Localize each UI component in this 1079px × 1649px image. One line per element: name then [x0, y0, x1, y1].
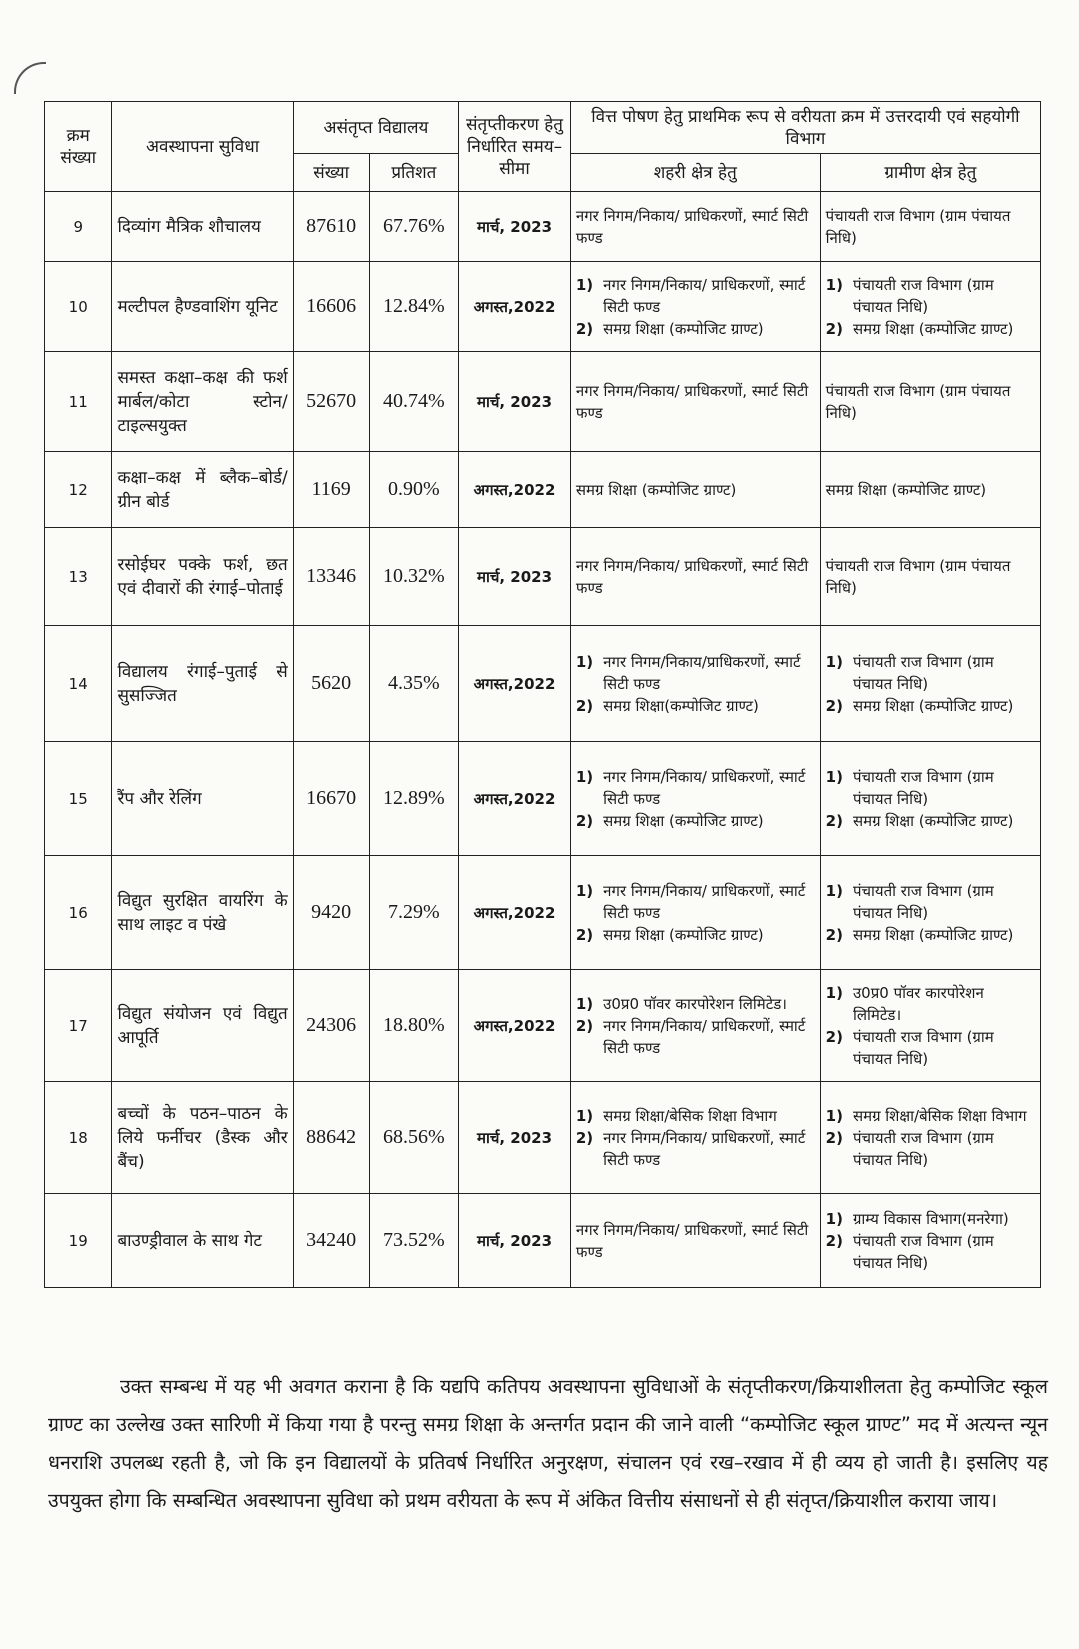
row-facility: समस्त कक्षा–कक्ष की फर्श मार्बल/कोटा स्टोन/टाइल्सयुक्त: [112, 352, 293, 452]
dept-item-text: समग्र शिक्षा (कम्पोजिट ग्राण्ट): [852, 811, 1014, 830]
dept-item-text: नगर निगम/निकाय/ प्राधिकरणों, स्मार्ट सिटी फण्ड: [575, 381, 809, 422]
row-facility: विद्युत सुरक्षित वायरिंग के साथ लाइट व पंखे: [112, 856, 293, 970]
urban-dept-list: [576, 555, 815, 599]
dept-item: [826, 982, 1035, 1026]
row-urban-dept: [570, 970, 820, 1082]
dept-item: [576, 205, 815, 249]
dept-item-text: पंचायती राज विभाग (ग्राम पंचायत निधि): [825, 206, 1011, 247]
row-facility: रसोईघर पक्के फर्श, छत एवं दीवारों की रंगाई–पोताई: [112, 528, 293, 626]
header-rural: ग्रामीण क्षेत्र हेतु: [820, 154, 1040, 192]
row-facility: कक्षा–कक्ष में ब्लैक–बोर्ड/ग्रीन बोर्ड: [112, 452, 293, 528]
rural-dept-list: [826, 1105, 1035, 1171]
dept-item-text: नगर निगम/निकाय/ प्राधिकरणों, स्मार्ट सिटी फण्ड: [575, 1220, 809, 1261]
dept-item: [576, 695, 815, 717]
row-urban-dept: [570, 856, 820, 970]
row-deadline: मार्च, 2023: [459, 352, 571, 452]
rural-dept-list: [826, 479, 1035, 501]
dept-item: [576, 1219, 815, 1263]
row-count: 24306: [293, 970, 369, 1082]
row-percent: 12.84%: [369, 262, 459, 352]
dept-item-number: 2): [825, 1027, 843, 1046]
table-row: [45, 192, 1041, 262]
dept-item-number: 2): [575, 925, 594, 944]
dept-item: [826, 555, 1035, 599]
row-sno: 19: [45, 1194, 112, 1288]
row-count: 13346: [293, 528, 369, 626]
dept-item: [826, 205, 1035, 249]
row-deadline: मार्च, 2023: [459, 1082, 571, 1194]
dept-item-number: 2): [825, 811, 843, 830]
row-count: 52670: [293, 352, 369, 452]
dept-item: [576, 555, 815, 599]
row-facility: विद्युत संयोजन एवं विद्युत आपूर्ति: [112, 970, 293, 1082]
dept-item: [826, 695, 1035, 717]
dept-item-text: पंचायती राज विभाग (ग्राम पंचायत निधि): [852, 881, 994, 922]
table-row: [45, 626, 1041, 742]
dept-item: [826, 1105, 1035, 1127]
row-sno: 16: [45, 856, 112, 970]
row-urban-dept: [570, 452, 820, 528]
row-percent: 7.29%: [369, 856, 459, 970]
header-finance: वित्त पोषण हेतु प्राथमिक रूप से वरीयता क्रम में उत्तरदायी एवं सहयोगी विभाग: [570, 102, 1040, 154]
row-count: 16606: [293, 262, 369, 352]
urban-dept-list: [576, 993, 815, 1059]
dept-item: [826, 880, 1035, 924]
header-percent: प्रतिशत: [369, 154, 459, 192]
dept-item-text: नगर निगम/निकाय/ प्राधिकरणों, स्मार्ट सिटी फण्ड: [603, 767, 806, 808]
dept-item-text: पंचायती राज विभाग (ग्राम पंचायत निधि): [852, 1231, 994, 1272]
dept-item-text: समग्र शिक्षा (कम्पोजिट ग्राण्ट): [825, 480, 987, 499]
row-facility: मल्टीपल हैण्डवाशिंग यूनिट: [112, 262, 293, 352]
table-row: [45, 352, 1041, 452]
dept-item: [826, 479, 1035, 501]
dept-item-number: 1): [825, 652, 843, 671]
header-facility: अवस्थापना सुविधा: [112, 102, 293, 192]
row-count: 16670: [293, 742, 369, 856]
dept-item-text: नगर निगम/निकाय/ प्राधिकरणों, स्मार्ट सिटी फण्ड: [603, 1016, 806, 1057]
row-deadline: अगस्त,2022: [459, 856, 571, 970]
row-deadline: अगस्त,2022: [459, 452, 571, 528]
dept-item-text: पंचायती राज विभाग (ग्राम पंचायत निधि): [852, 1027, 994, 1068]
row-urban-dept: [570, 352, 820, 452]
dept-item: [576, 993, 815, 1015]
row-rural-dept: [820, 856, 1040, 970]
dept-item-number: 2): [575, 811, 594, 830]
row-urban-dept: [570, 192, 820, 262]
row-urban-dept: [570, 262, 820, 352]
dept-item: [826, 1026, 1035, 1070]
row-percent: 10.32%: [369, 528, 459, 626]
row-sno: 14: [45, 626, 112, 742]
row-facility: विद्यालय रंगाई–पुताई से सुसज्जित: [112, 626, 293, 742]
rural-dept-list: [826, 982, 1035, 1070]
dept-item-text: पंचायती राज विभाग (ग्राम पंचायत निधि): [852, 275, 994, 316]
rural-dept-list: [826, 555, 1035, 599]
row-facility: दिव्यांग मैत्रिक शौचालय: [112, 192, 293, 262]
row-percent: 0.90%: [369, 452, 459, 528]
dept-item-number: 2): [825, 1231, 843, 1250]
dept-item-number: 2): [575, 696, 594, 715]
dept-item-number: 2): [825, 1128, 843, 1147]
dept-item-number: 2): [575, 1016, 594, 1035]
row-count: 9420: [293, 856, 369, 970]
urban-dept-list: [576, 1219, 815, 1263]
rural-dept-list: [826, 651, 1035, 717]
dept-item-text: समग्र शिक्षा/बेसिक शिक्षा विभाग: [603, 1106, 777, 1125]
dept-item-text: समग्र शिक्षा (कम्पोजिट ग्राण्ट): [603, 925, 764, 944]
dept-item-text: समग्र शिक्षा (कम्पोजिट ग्राण्ट): [852, 696, 1014, 715]
dept-item: [826, 924, 1035, 946]
rural-dept-list: [826, 205, 1035, 249]
urban-dept-list: [576, 205, 815, 249]
dept-item-text: पंचायती राज विभाग (ग्राम पंचायत निधि): [825, 556, 1011, 597]
row-urban-dept: [570, 528, 820, 626]
dept-item: [576, 766, 815, 810]
rural-dept-list: [826, 880, 1035, 946]
table-row: [45, 528, 1041, 626]
row-percent: 67.76%: [369, 192, 459, 262]
dept-item-text: समग्र शिक्षा (कम्पोजिट ग्राण्ट): [603, 319, 764, 338]
row-rural-dept: [820, 262, 1040, 352]
header-count: संख्या: [293, 154, 369, 192]
row-percent: 18.80%: [369, 970, 459, 1082]
dept-item-text: समग्र शिक्षा/बेसिक शिक्षा विभाग: [852, 1106, 1027, 1125]
row-rural-dept: [820, 1194, 1040, 1288]
dept-item-number: 1): [575, 881, 594, 900]
row-rural-dept: [820, 742, 1040, 856]
row-count: 1169: [293, 452, 369, 528]
dept-item: [826, 274, 1035, 318]
table-row: [45, 742, 1041, 856]
dept-item-text: समग्र शिक्षा (कम्पोजिट ग्राण्ट): [603, 811, 764, 830]
dept-item: [576, 380, 815, 424]
rural-dept-list: [826, 274, 1035, 340]
row-urban-dept: [570, 626, 820, 742]
dept-item: [576, 1127, 815, 1171]
dept-item-number: 1): [825, 275, 843, 294]
dept-item-text: पंचायती राज विभाग (ग्राम पंचायत निधि): [852, 652, 994, 693]
row-percent: 4.35%: [369, 626, 459, 742]
dept-item-text: नगर निगम/निकाय/ प्राधिकरणों, स्मार्ट सिटी फण्ड: [603, 881, 806, 922]
row-deadline: अगस्त,2022: [459, 626, 571, 742]
dept-item-number: 1): [825, 1209, 843, 1228]
dept-item-text: नगर निगम/निकाय/प्राधिकरणों, स्मार्ट सिटी फण्ड: [603, 652, 801, 693]
dept-item: [576, 318, 815, 340]
row-count: 34240: [293, 1194, 369, 1288]
dept-item: [576, 274, 815, 318]
row-deadline: मार्च, 2023: [459, 528, 571, 626]
dept-item-text: पंचायती राज विभाग (ग्राम पंचायत निधि): [852, 1128, 994, 1169]
dept-item-number: 2): [825, 319, 843, 338]
dept-item-text: पंचायती राज विभाग (ग्राम पंचायत निधि): [825, 381, 1011, 422]
dept-item-text: समग्र शिक्षा(कम्पोजिट ग्राण्ट): [603, 696, 759, 715]
urban-dept-list: [576, 274, 815, 340]
dept-item-text: नगर निगम/निकाय/ प्राधिकरणों, स्मार्ट सिटी फण्ड: [603, 1128, 806, 1169]
row-rural-dept: [820, 1082, 1040, 1194]
dept-item: [826, 1127, 1035, 1171]
row-deadline: मार्च, 2023: [459, 1194, 571, 1288]
dept-item-number: 1): [575, 652, 594, 671]
table-body: [45, 192, 1041, 1288]
dept-item: [576, 810, 815, 832]
row-percent: 68.56%: [369, 1082, 459, 1194]
row-sno: 18: [45, 1082, 112, 1194]
dept-item-text: पंचायती राज विभाग (ग्राम पंचायत निधि): [852, 767, 994, 808]
header-unsaturated: असंतृप्त विद्यालय: [293, 102, 458, 154]
dept-item-text: समग्र शिक्षा (कम्पोजिट ग्राण्ट): [575, 480, 737, 499]
row-rural-dept: [820, 528, 1040, 626]
urban-dept-list: [576, 1105, 815, 1171]
header-sno: क्रम संख्या: [45, 102, 112, 192]
rural-dept-list: [826, 1208, 1035, 1274]
row-urban-dept: [570, 1082, 820, 1194]
dept-item: [826, 318, 1035, 340]
dept-item-number: 1): [825, 767, 843, 786]
row-sno: 15: [45, 742, 112, 856]
dept-item: [576, 1105, 815, 1127]
row-deadline: मार्च, 2023: [459, 192, 571, 262]
dept-item-number: 1): [575, 1106, 594, 1125]
dept-item: [576, 651, 815, 695]
rural-dept-list: [826, 380, 1035, 424]
row-sno: 11: [45, 352, 112, 452]
table-row: [45, 262, 1041, 352]
row-facility: बच्चों के पठन–पाठन के लिये फर्नीचर (डैस्क और बैंच): [112, 1082, 293, 1194]
header-urban: शहरी क्षेत्र हेतु: [570, 154, 820, 192]
dept-item-text: समग्र शिक्षा (कम्पोजिट ग्राण्ट): [852, 925, 1014, 944]
urban-dept-list: [576, 380, 815, 424]
table-row: [45, 856, 1041, 970]
dept-item-text: नगर निगम/निकाय/ प्राधिकरणों, स्मार्ट सिटी फण्ड: [603, 275, 806, 316]
row-deadline: अगस्त,2022: [459, 970, 571, 1082]
urban-dept-list: [576, 880, 815, 946]
dept-item-text: नगर निगम/निकाय/ प्राधिकरणों, स्मार्ट सिटी फण्ड: [575, 206, 809, 247]
row-count: 88642: [293, 1082, 369, 1194]
row-rural-dept: [820, 192, 1040, 262]
row-count: 87610: [293, 192, 369, 262]
table-row: [45, 1082, 1041, 1194]
dept-item: [576, 1015, 815, 1059]
row-facility: बाउण्ड्रीवाल के साथ गेट: [112, 1194, 293, 1288]
dept-item-number: 2): [575, 319, 594, 338]
row-sno: 17: [45, 970, 112, 1082]
row-count: 5620: [293, 626, 369, 742]
dept-item-text: नगर निगम/निकाय/ प्राधिकरणों, स्मार्ट सिटी फण्ड: [575, 556, 809, 597]
row-urban-dept: [570, 742, 820, 856]
row-facility: रैंप और रेलिंग: [112, 742, 293, 856]
dept-item-number: 1): [825, 1106, 843, 1125]
dept-item-number: 1): [575, 767, 594, 786]
dept-item-number: 2): [825, 925, 843, 944]
row-sno: 9: [45, 192, 112, 262]
dept-item-number: 1): [825, 983, 843, 1002]
dept-item-text: समग्र शिक्षा (कम्पोजिट ग्राण्ट): [852, 319, 1014, 338]
dept-item-text: उ0प्र0 पॉवर कारपोरेशन लिमिटेड।: [852, 983, 984, 1024]
row-deadline: अगस्त,2022: [459, 742, 571, 856]
row-rural-dept: [820, 352, 1040, 452]
row-percent: 73.52%: [369, 1194, 459, 1288]
dept-item: [826, 1230, 1035, 1274]
row-rural-dept: [820, 970, 1040, 1082]
table-row: [45, 1194, 1041, 1288]
row-rural-dept: [820, 626, 1040, 742]
dept-item-text: उ0प्र0 पॉवर कारपोरेशन लिमिटेड।: [603, 994, 787, 1013]
dept-item-number: 1): [825, 881, 843, 900]
table-row: [45, 452, 1041, 528]
dept-item-number: 2): [825, 696, 843, 715]
dept-item: [826, 380, 1035, 424]
urban-dept-list: [576, 766, 815, 832]
row-sno: 13: [45, 528, 112, 626]
infrastructure-table: [44, 101, 1041, 1288]
dept-item: [576, 479, 815, 501]
row-sno: 10: [45, 262, 112, 352]
row-sno: 12: [45, 452, 112, 528]
row-rural-dept: [820, 452, 1040, 528]
urban-dept-list: [576, 479, 815, 501]
dept-item: [576, 924, 815, 946]
row-percent: 12.89%: [369, 742, 459, 856]
row-urban-dept: [570, 1194, 820, 1288]
body-paragraph: उक्त सम्बन्ध में यह भी अवगत कराना है कि यद्यपि कतिपय अवस्थापना सुविधाओं के संतृप्तीकरण/क्रियाशीलता हेतु कम्पोजिट स्कूल ग्राण्ट का उल्लेख उक्त सारिणी में किया गया है परन्तु समग्र शिक्षा के अन्तर्गत प्रदान की जाने वाली “कम्पोजिट स्कूल ग्राण्ट” मद में अत्यन्त न्यून धनराशि उपलब्ध रहती है, जो कि इन विद्यालयों के प्रतिवर्ष निर्धारित अनुरक्षण, संचालन एवं रख–रखाव में ही व्यय हो जाती है। इसलिए यह उपयुक्त होगा कि सम्बन्धित अवस्थापना सुविधा को प्रथम वरीयता के रूप में अंकित वित्तीय संसाधनों से ही संतृप्त/क्रियाशील कराया जाय।: [48, 1375, 1048, 1512]
dept-item: [826, 810, 1035, 832]
table-row: [45, 970, 1041, 1082]
header-deadline: संतृप्तीकरण हेतु निर्धारित समय–सीमा: [459, 102, 571, 192]
dept-item-text: ग्राम्य विकास विभाग(मनरेगा): [852, 1209, 1009, 1228]
urban-dept-list: [576, 651, 815, 717]
dept-item: [826, 651, 1035, 695]
row-deadline: अगस्त,2022: [459, 262, 571, 352]
rural-dept-list: [826, 766, 1035, 832]
dept-item-number: 2): [575, 1128, 594, 1147]
dept-item-number: 1): [575, 275, 594, 294]
dept-item: [576, 880, 815, 924]
dept-item: [826, 766, 1035, 810]
dept-item: [826, 1208, 1035, 1230]
dept-item-number: 1): [575, 994, 594, 1013]
page-corner-mark: [14, 62, 46, 94]
row-percent: 40.74%: [369, 352, 459, 452]
